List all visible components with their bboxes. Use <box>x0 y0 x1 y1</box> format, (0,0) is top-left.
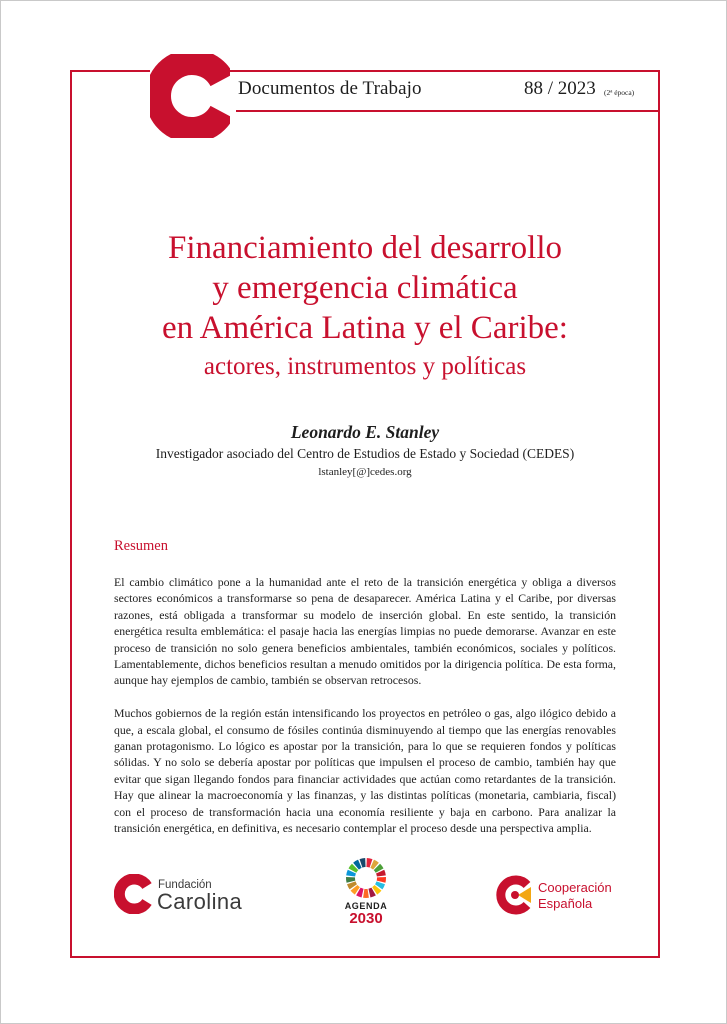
issue-number: 88 / 2023 <box>524 78 596 99</box>
brand-c-icon <box>150 54 230 138</box>
header-rule <box>236 110 660 112</box>
document-title <box>70 228 660 348</box>
fundacion-label: Fundación <box>158 879 212 891</box>
title-line-2: y emergencia climática <box>212 270 518 306</box>
abstract-heading: Resumen <box>114 538 168 554</box>
author-affiliation: Investigador asociado del Centro de Estudios de Estado y Sociedad (CEDES) <box>155 446 575 461</box>
agenda-2030-logo <box>338 856 394 928</box>
abstract-paragraph-1: El cambio climático pone a la humanidad ante el reto de la transición energética y obliga a diversos sectores económicos a transformarse so pena de desaparecer. América Latina y el Caribe, por diversas razones, está obligada a transformar su modelo de inserción global. En este sentido, la transición energética resulta emblemática: el pasaje hacia las energías limpias no puede demorarse. Avanzar en este proceso de transición no solo genera beneficios ambientales, también económicos, sociales y políticos. Lamentablemente, dichos beneficios resultan a menudo omitidos por la dirigencia política. De esta forma, aunque hay ejemplos de cambio, también se observan retrocesos. <box>114 575 616 688</box>
author-name: Leonardo E. Stanley <box>290 422 440 442</box>
title-line-3: en América Latina y el Caribe: <box>162 310 568 346</box>
sdg-wheel-segment <box>363 889 369 898</box>
fundacion-carolina-c-icon <box>114 874 152 914</box>
abstract-paragraph-2: Muchos gobiernos de la región están intensificando los proyectos en petróleo o gas, algo ilógico debido a que, a escala global, el consumo de fósiles continúa disminuyendo al tiempo que las energías renovables ganan protagonismo. Lo lógico es apostar por la transición, para lo que se requieren fondos y políticas sólidas. Y no solo se debería apostar por políticas que impulsen el proceso de cambio, también hay que evitar que sigan llegando fondos para financiar actividades que actúan como retardantes de la transición. Hay que alinear la macroeconomía y las finanzas, y las distintas políticas (monetaria, cambiaria, fiscal) con el proceso de transformación hacia una economía resiliente y baja en carbono. Para analizar la transición energética, en definitiva, es necesario contemplar el proceso desde una perspectiva amplia. <box>114 706 616 836</box>
title-line-1: Financiamiento del desarrollo <box>167 230 563 266</box>
agenda-label: AGENDA <box>344 901 388 911</box>
carolina-label: Carolina <box>157 889 243 914</box>
sdg-wheel-icon <box>338 856 394 900</box>
author-email: lstanley[@]cedes.org <box>318 466 412 478</box>
agenda-year: 2030 <box>349 910 383 927</box>
cooperacion-espanola-icon <box>496 874 534 916</box>
fundacion-carolina-logo <box>114 872 254 918</box>
abstract-body <box>114 574 616 853</box>
espanola-label: Española <box>538 896 593 911</box>
document-subtitle: actores, instrumentos y políticas <box>203 353 527 380</box>
sdg-wheel-segment <box>377 877 386 883</box>
issue-epoch: (2ª época) <box>604 88 635 97</box>
sdg-wheel-segment <box>346 877 355 883</box>
cooperacion-label: Cooperación <box>538 880 612 895</box>
series-title: Documentos de Trabajo <box>238 78 422 99</box>
cooperacion-espanola-logo <box>496 874 636 920</box>
